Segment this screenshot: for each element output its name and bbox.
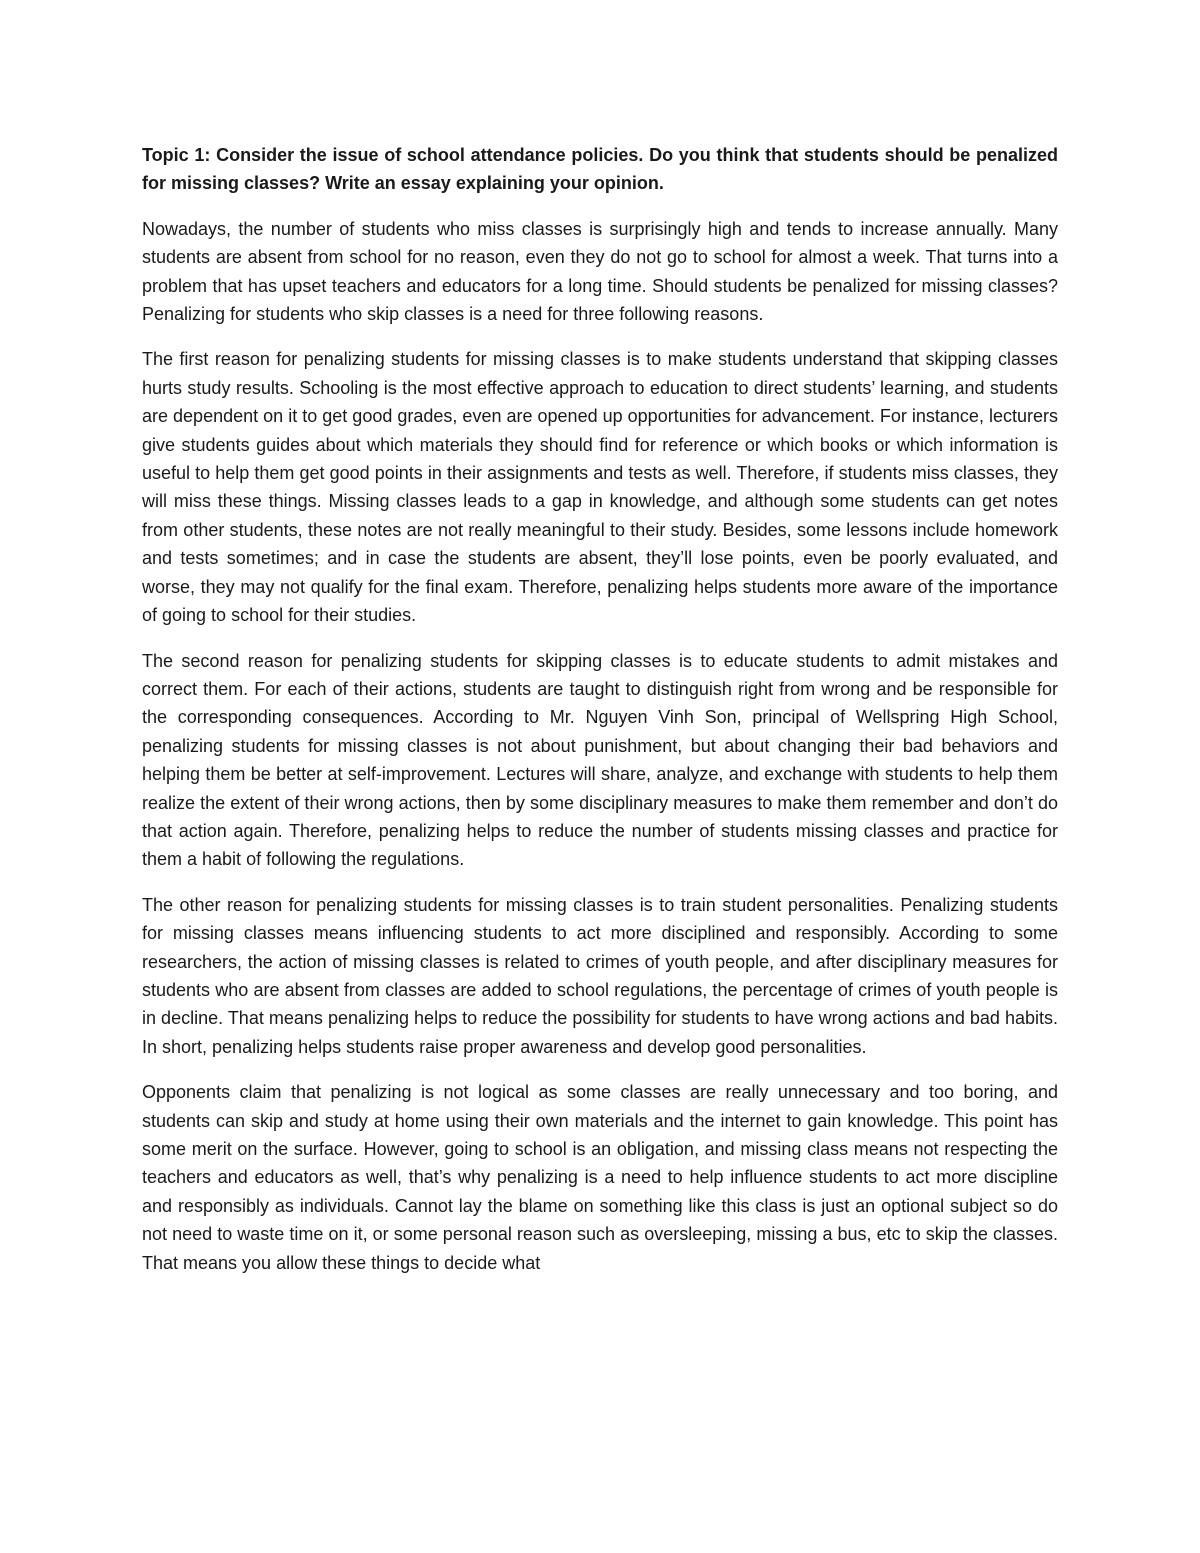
essay-paragraph-second-reason: The second reason for penalizing students for skipping classes is to educate students to admit mistakes and correct them. For each of their actions, students are taught to distinguish right from wrong and be responsible for the corresponding consequences. According to Mr. Nguyen Vinh Son, principal of Wellspring High School, penalizing students for missing classes is not about punishment, but about changing their bad behaviors and helping them be better at self-improvement. Lectures will share, analyze, and exchange with students to help them realize the extent of their wrong actions, then by some disciplinary measures to make them remember and don’t do that action again. Therefore, penalizing helps to reduce the number of students missing classes and practice for them a habit of following the regulations.	[142, 650, 1058, 870]
essay-topic: Topic 1: Consider the issue of school attendance policies. Do you think that students should be penalized for missing classes? Write an essay explaining your opinion.	[142, 145, 1058, 194]
essay-paragraph-first-reason: The first reason for penalizing students for missing classes is to make students understand that skipping classes hurts study results. Schooling is the most effective approach to education to direct students’ learning, and students are dependent on it to get good grades, even are opened up opportunities for advancement. For instance, lecturers give students guides about which materials they should find for reference or which books or which information is useful to help them get good points in their assignments and tests as well. Therefore, if students miss classes, they will miss these things. Missing classes leads to a gap in knowledge, and although some students can get notes from other students, these notes are not really meaningful to their study. Besides, some lessons include homework and tests sometimes; and in case the students are absent, they’ll lose points, even be poorly evaluated, and worse, they may not qualify for the final exam. Therefore, penalizing helps students more aware of the importance of going to school for their studies.	[142, 349, 1058, 626]
essay-paragraph-intro: Nowadays, the number of students who miss classes is surprisingly high and tends to increase annually. Many students are absent from school for no reason, even they do not go to school for almost a week. That turns into a problem that has upset teachers and educators for a long time. Should students be penalized for missing classes? Penalizing for students who skip classes is a need for three following reasons.	[142, 218, 1058, 325]
essay-body	[142, 141, 1058, 1294]
essay-paragraph-opponents: Opponents claim that penalizing is not logical as some classes are really unnecessary and too boring, and students can skip and study at home using their own materials and the internet to gain knowledge. This point has some merit on the surface. However, going to school is an obligation, and missing class means not respecting the teachers and educators as well, that’s why penalizing is a need to help influence students to act more discipline and responsibly as individuals. Cannot lay the blame on something like this class is just an optional subject so do not need to waste time on it, or some personal reason such as oversleeping, missing a bus, etc to skip the classes. That means you allow these things to decide what	[142, 1082, 1058, 1273]
essay-paragraph-other-reason: The other reason for penalizing students for missing classes is to train student personalities. Penalizing students for missing classes means influencing students to act more disciplined and responsibly. According to some researchers, the action of missing classes is related to crimes of youth people, and after disciplinary measures for students who are absent from classes are added to school regulations, the percentage of crimes of youth people is in decline. That means penalizing helps to reduce the possibility for students to have wrong actions and bad habits. In short, penalizing helps students raise proper awareness and develop good personalities.	[142, 894, 1058, 1057]
